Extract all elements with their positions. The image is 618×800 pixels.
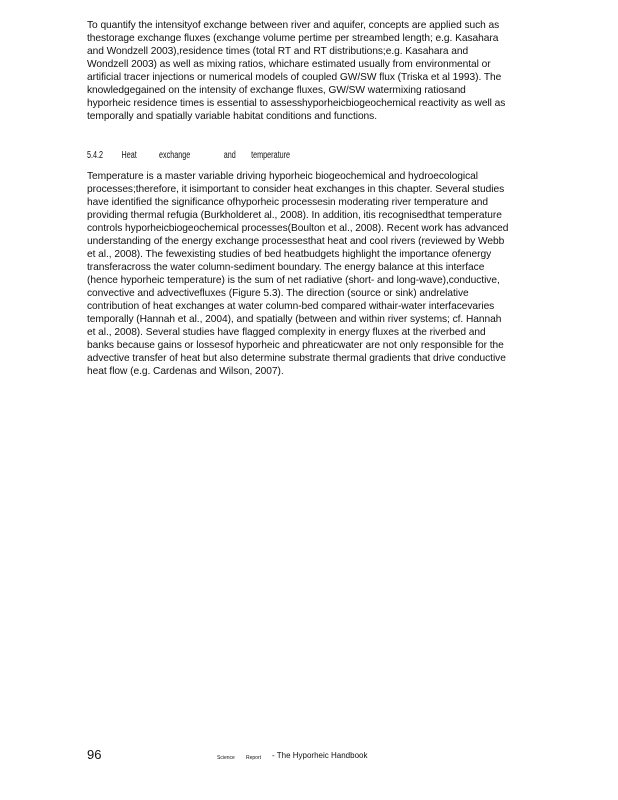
- heading-word-temperature: temperature: [251, 150, 290, 161]
- heading-word-heat: Heat: [121, 150, 137, 161]
- footer-title: - The Hyporheic Handbook: [272, 751, 368, 760]
- section-number: 5.4.2: [87, 150, 104, 161]
- footer-fragment-science: Science: [217, 755, 235, 761]
- footer-fragment-report: Report: [246, 755, 262, 761]
- heading-word-exchange: exchange: [159, 150, 191, 161]
- heading-word-and: and: [223, 150, 236, 161]
- paragraph-exchange-intensity: To quantify the intensityof exchange between river and aquifer, concepts are applied such as thestorage exchange fluxes (exchange volume pertime per streambed length; e.g. Kasahara and Wondzell 2003),residence times (total RT and RT distributions;e.g. Kasahara and Wondzell 2003) as well as mixing ratios, whichare estimated usually from environmental or artificial tracer injections or numerical models of coupled GW/SW flux (Triska et al 1993). The knowledgegained on the intensity of exchange fluxes, GW/SW watermixing ratiosand hyporheic residence times is essential to assesshyporheicbiogeochemical reactivity as well as temporally and spatially variable habitat conditions and functions.: [87, 20, 506, 122]
- page-number: 96: [87, 747, 102, 762]
- section-heading: [87, 150, 290, 162]
- paragraph-heat-exchange: Temperature is a master variable driving hyporheic biogeochemical and hydroecological processes;therefore, it isimportant to consider heat exchanges in this chapter. Several studies have identified the significance ofhyporheic processesin moderating river temperature and providing thermal refugia (Burkholderet al., 2008). In addition, itis recognisedthat temperature controls hyporheicbiogeochemical processes(Boulton et al., 2008). Recent work has advanced understanding of the energy exchange processesthat heat and cool rivers (reviewed by Webb et al., 2008). The fewexisting studies of bed heatbudgets highlight the importance ofenergy transferacross the water column-sediment boundary. The energy balance at this interface (hence hyporheic temperature) is the sum of net radiative (short- and long-wave),conductive, convective and advectivefluxes (Figure 5.3). The direction (source or sink) andrelative contribution of heat exchanges at water column-bed compared withair-water interfacevaries temporally (Hannah et al., 2004), and spatially (between and within river systems; cf. Hannah et al., 2008). Several studies have flagged complexity in energy fluxes at the riverbed and banks because gains or lossesof hyporheic and phreaticwater are not only responsible for the advective transfer of heat but also determine substrate thermal gradients that drive conductive heat flow (e.g. Cardenas and Wilson, 2007).: [87, 171, 509, 377]
